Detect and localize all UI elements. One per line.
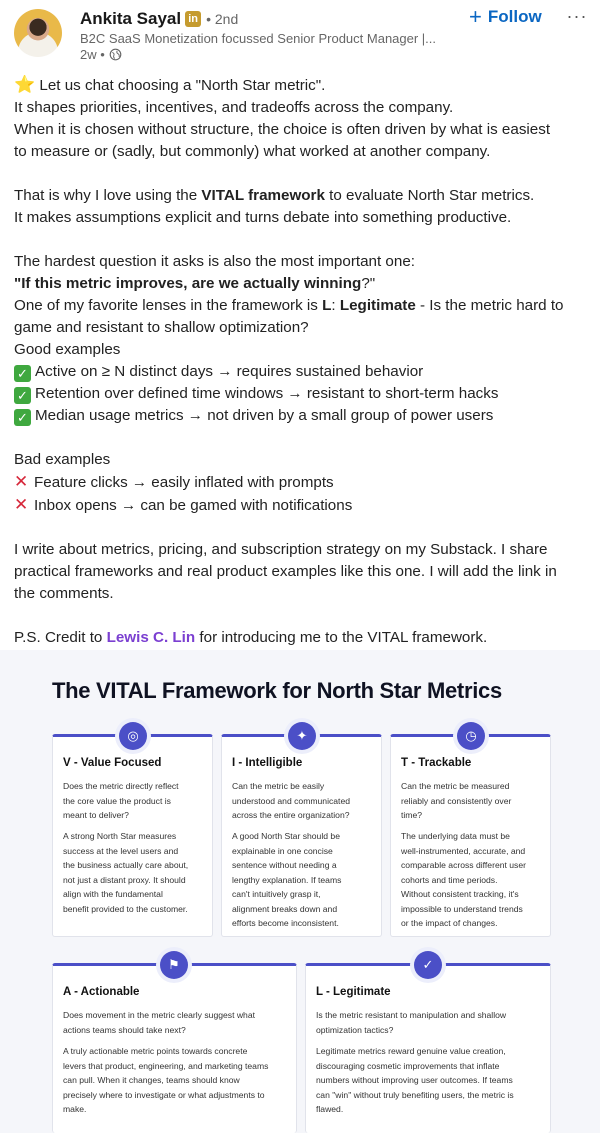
card-text-line: The underlying data must be bbox=[401, 831, 510, 841]
good-example-item bbox=[14, 361, 592, 383]
card-text-line: the core value the product is bbox=[63, 795, 171, 806]
good-examples-heading: Good examples bbox=[14, 341, 121, 358]
post-line bbox=[14, 185, 592, 207]
post-text-span: for introducing me to the VITAL framework. bbox=[195, 629, 488, 646]
card-text-line: benefit provided to the customer. bbox=[63, 903, 188, 914]
card-actionable bbox=[52, 957, 297, 1133]
card-text-line: cohorts and time periods. bbox=[401, 874, 498, 885]
cross-mark-icon: ✕ bbox=[14, 495, 29, 514]
post-line bbox=[14, 627, 592, 649]
card-text-line: A truly actionable metric points towards concrete bbox=[63, 1046, 248, 1056]
bad-examples-heading: Bad examples bbox=[14, 451, 111, 468]
card-text-line: Does the metric directly reflect bbox=[63, 781, 179, 791]
card-text-line: discouraging cosmetic improvements that inflate bbox=[316, 1060, 500, 1071]
card-text-line: Without consistent tracking, it's bbox=[401, 889, 519, 899]
post-bold-text: Legitimate bbox=[339, 297, 416, 314]
card-text-line: not just a distant proxy. It should bbox=[63, 874, 186, 885]
good-example-item bbox=[14, 405, 592, 427]
post-line bbox=[14, 295, 592, 317]
action-icon: ⚑ bbox=[160, 951, 188, 979]
card-text-line: reliably and consistently over bbox=[401, 795, 512, 806]
author-headline: B2C SaaS Monetization focussed Senior Product Manager |... bbox=[80, 31, 437, 46]
shield-check-icon: ✓ bbox=[414, 951, 442, 979]
post-line: the comments. bbox=[14, 585, 114, 602]
card-text-line: comparable across different user bbox=[401, 860, 526, 870]
card-text-line: align with the fundamental bbox=[63, 889, 163, 899]
card-trackable bbox=[390, 728, 551, 937]
post-line: to measure or (sadly, but commonly) what worked at another company. bbox=[14, 143, 491, 160]
bad-example-item bbox=[14, 471, 592, 494]
card-text-line: impossible to understand trends bbox=[401, 903, 523, 914]
post-line bbox=[14, 273, 592, 295]
mention-link[interactable]: Lewis C. Lin bbox=[106, 629, 196, 646]
card-text-line: time? bbox=[401, 810, 423, 820]
post-header bbox=[0, 0, 600, 68]
card-text-line: sentence without needing a bbox=[232, 860, 337, 870]
card-text-line: the business actually care about, bbox=[63, 860, 189, 870]
card-intelligible bbox=[221, 728, 382, 937]
card-text-line: efforts become inconsistent. bbox=[232, 918, 339, 928]
post-meta bbox=[80, 47, 122, 62]
check-mark-icon: ✓ bbox=[14, 409, 31, 426]
post-image[interactable] bbox=[0, 650, 600, 1133]
tracking-icon: ◷ bbox=[457, 722, 485, 750]
bad-example-item bbox=[14, 494, 592, 517]
card-text-line: make. bbox=[63, 1104, 87, 1114]
post-line: It makes assumptions explicit and turns debate into something productive. bbox=[14, 209, 512, 226]
card-text-line: precisely where to investigate or what adjustments to bbox=[63, 1089, 265, 1100]
globe-icon bbox=[109, 48, 122, 61]
framework-title: The VITAL Framework for North Star Metrics bbox=[52, 678, 502, 703]
card-title: I - Intelligible bbox=[232, 757, 303, 769]
post-text-span: One of my favorite lenses in the framework is bbox=[14, 297, 323, 314]
good-example-text: Median usage metrics → not driven by a small group of power users bbox=[35, 407, 494, 424]
card-question bbox=[63, 1008, 255, 1037]
card-text-line: actions teams should take next? bbox=[63, 1024, 186, 1035]
target-icon: ◎ bbox=[119, 722, 147, 750]
author-avatar[interactable] bbox=[14, 9, 62, 57]
card-question bbox=[401, 779, 511, 823]
card-text-line: Is the metric resistant to manipulation and shallow bbox=[316, 1010, 507, 1020]
follow-label: Follow bbox=[487, 7, 542, 26]
card-text-line: numbers without improving user outcomes. If teams bbox=[316, 1075, 513, 1085]
card-description bbox=[63, 829, 188, 916]
post-bold-text: If this metric improves, are we actually winning bbox=[21, 275, 362, 292]
card-text-line: Legitimate metrics reward genuine value creation, bbox=[316, 1046, 506, 1056]
post-time: 2w • bbox=[80, 47, 105, 62]
card-description bbox=[316, 1044, 514, 1117]
card-text-line: understood and communicated bbox=[232, 795, 351, 806]
card-value-focused bbox=[52, 728, 213, 937]
card-text-line: Does movement in the metric clearly suggest what bbox=[63, 1010, 256, 1020]
card-text-line: across the entire organization? bbox=[232, 810, 350, 820]
card-text-line: Can the metric be measured bbox=[401, 781, 510, 791]
good-example-item bbox=[14, 383, 592, 405]
post-line: I write about metrics, pricing, and subscription strategy on my Substack. I share bbox=[14, 541, 548, 558]
post-text-span: ?" bbox=[361, 275, 376, 292]
card-text-line: optimization tactics? bbox=[316, 1024, 394, 1035]
more-options-icon[interactable]: ··· bbox=[566, 6, 588, 26]
card-question bbox=[63, 779, 179, 823]
star-emoji-icon: ⭐ bbox=[14, 75, 36, 94]
card-text-line: can pull. When it changes, teams should know bbox=[63, 1075, 240, 1085]
author-name-row bbox=[80, 8, 238, 30]
bad-example-text: Feature clicks → easily inflated with prompts bbox=[34, 474, 334, 491]
card-text-line: Can the metric be easily bbox=[232, 781, 325, 791]
post-line: The hardest question it asks is also the most important one: bbox=[14, 253, 415, 270]
post-line: game and resistant to shallow optimization? bbox=[14, 319, 309, 336]
post-text-span: - Is the metric hard to bbox=[415, 297, 564, 314]
good-example-text: Active on ≥ N distinct days → requires sustained behavior bbox=[35, 363, 424, 380]
card-text-line: A strong North Star measures bbox=[63, 831, 177, 841]
post-text-span: P.S. Credit to bbox=[14, 629, 107, 646]
card-text-line: or the impact of changes. bbox=[401, 918, 498, 928]
card-description bbox=[401, 829, 526, 931]
card-question bbox=[316, 1008, 506, 1037]
card-text-line: can "win" without truly benefiting users, the metric is bbox=[316, 1089, 514, 1100]
card-legitimate bbox=[305, 957, 551, 1133]
check-mark-icon: ✓ bbox=[14, 365, 31, 382]
post-text-line: Let us chat choosing a "North Star metric". bbox=[39, 77, 326, 94]
post-text-span: : bbox=[331, 297, 340, 314]
author-name[interactable]: Ankita Sayal bbox=[80, 9, 182, 28]
post-bold-text: " bbox=[14, 275, 22, 292]
post-body bbox=[14, 74, 592, 649]
follow-button[interactable] bbox=[469, 6, 542, 28]
plus-icon: + bbox=[469, 4, 482, 29]
cross-mark-icon: ✕ bbox=[14, 472, 29, 491]
post-line bbox=[14, 74, 592, 97]
card-text-line: lengthy explanation. If teams bbox=[232, 874, 342, 885]
post-text-span: to evaluate North Star metrics. bbox=[324, 187, 535, 204]
post-text-span: That is why I love using the bbox=[14, 187, 202, 204]
card-text-line: alignment breaks down and bbox=[232, 903, 338, 914]
card-title: T - Trackable bbox=[401, 757, 472, 769]
card-title: L - Legitimate bbox=[316, 986, 391, 998]
lightbulb-icon: ✦ bbox=[288, 722, 316, 750]
post-bold-text: VITAL framework bbox=[201, 187, 325, 204]
post-line: It shapes priorities, incentives, and tradeoffs across the company. bbox=[14, 99, 454, 116]
card-title: V - Value Focused bbox=[63, 757, 162, 769]
card-title: A - Actionable bbox=[63, 986, 140, 998]
check-mark-icon: ✓ bbox=[14, 387, 31, 404]
card-question bbox=[232, 779, 350, 823]
card-text-line: flawed. bbox=[316, 1104, 344, 1114]
post-line: practical frameworks and real product examples like this one. I will add the link in bbox=[14, 563, 557, 580]
card-text-line: levers that product, engineering, and marketing teams bbox=[63, 1060, 269, 1071]
post-bold-text: L bbox=[322, 297, 332, 314]
card-text-line: meant to deliver? bbox=[63, 810, 129, 820]
linkedin-premium-badge-icon: in bbox=[185, 11, 201, 27]
card-text-line: well-instrumented, accurate, and bbox=[401, 845, 526, 856]
card-description bbox=[232, 829, 341, 931]
post-line: When it is chosen without structure, the choice is often driven by what is easiest bbox=[14, 121, 551, 138]
connection-degree: • 2nd bbox=[206, 11, 239, 27]
card-text-line: can't intuitively grasp it, bbox=[232, 889, 321, 899]
good-example-text: Retention over defined time windows → resistant to short-term hacks bbox=[35, 385, 499, 402]
card-text-line: explainable in one concise bbox=[232, 845, 333, 856]
bad-example-text: Inbox opens → can be gamed with notifications bbox=[34, 497, 353, 514]
card-text-line: success at the level users and bbox=[63, 845, 179, 856]
card-text-line: A good North Star should be bbox=[232, 831, 340, 841]
card-description bbox=[63, 1044, 268, 1117]
